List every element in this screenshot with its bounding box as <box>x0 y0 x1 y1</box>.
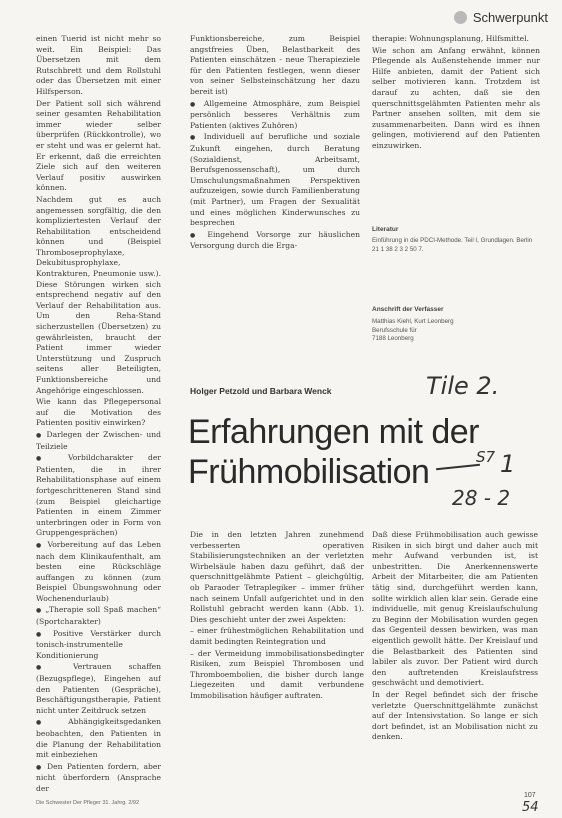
page-number: 107 <box>524 792 536 799</box>
address-heading: Anschrift der Verfasser <box>372 306 444 313</box>
paragraph: ● Eingehend Vorsorge zur häuslichen Versorgung durch die Erga- <box>190 230 360 252</box>
paragraph: ● Individuell auf berufliche und soziale Zukunft eingehen, durch Beratung (Sozialdienst, Arbeitsamt, Berufsgenossenschaft), um durch Umschulungsmaßnahmen Perspektiven aufzuzeigen, sowie durch Familienberatung (mit Partner), um Fragen der Sexualität und eines möglichen Kinderwunsches zu besprechen <box>190 132 360 228</box>
text-column-2 <box>190 34 360 364</box>
paragraph: ● Vertrauen schaffen (Bezugspflege), Eingehen auf den Patienten (Gespräche), Beschäftigungstherapie, Patient nicht unter Zeitdruck setzen <box>36 662 161 716</box>
section-tag-label: Schwerpunkt <box>472 10 548 25</box>
address-line: 7188 Leonberg <box>372 335 414 343</box>
address-text <box>372 318 540 344</box>
literature-text: Einführung in die PDCI-Methode. Teil I, Grundlagen. Berlin 21 1 38 2 3 2 50 7. <box>372 237 533 253</box>
paragraph: ● „Therapie soll Spaß machen“ (Sportcharakter) <box>36 605 161 627</box>
paragraph: ● Allgemeine Atmosphäre, zum Beispiel persönlich besseres Verhältnis zum Patienten (aktives Zuhören) <box>190 99 360 132</box>
address-line: Matthias Kiehl, Kurt Leonberg <box>372 318 454 325</box>
paragraph: ● Abhängigkeitsgedanken beobachten, den Patienten in die Planung der Rehabilitation mit einbeziehen <box>36 717 161 760</box>
paragraph: ● Vorbildcharakter der Patienten, die in ihrer Rehabilitationsphase auf einem fortgeschritteneren Stand sind (zum Beispiel gleichartige Patienten in einem Zimmer unterbringen oder in Form von Gruppengesprächen) <box>36 453 161 539</box>
paragraph: Wie schon am Anfang erwähnt, können Pflegende als Außenstehende immer nur Hilfe anbieten, damit der Patient sich selber motivieren kann. Trotzdem ist darauf zu achten, daß sie den querschnittsgelähmten Patienten mehr als Partner ansehen sollten, mit dem sie zusammenarbeiten. Dann wird es ihnen gelingen, motivierend auf den Patienten einzuwirken. <box>372 45 540 150</box>
handwritten-note-bottom: 28 - 2 <box>452 486 511 510</box>
paragraph: – einer frühestmöglichen Rehabilitation und damit bedingten Reintegration und <box>190 626 364 647</box>
address-line: Berufsschule für <box>372 326 417 334</box>
paragraph: ● Darlegen der Zwischen- und Teilziele <box>36 430 161 452</box>
paragraph: einen Tuerid ist nicht mehr so weit. Ein Beispiel: Das Übersetzen mit dem Rutschbrett und dem Rollstuhl oder das Übersetzen mit einer Hilfsperson. <box>36 34 161 96</box>
handwritten-note-top: Tile 2. <box>426 372 500 400</box>
literature-heading: Literatur <box>372 226 399 233</box>
text-column-5 <box>372 530 538 800</box>
text-column-1 <box>36 34 161 804</box>
paragraph: Der Patient soll sich während seiner gesamten Rehabilitation immer wieder selber überprüfen (Rückkontrolle), wo er steht und was er gelernt hat. Er erkennt, daß die erreichten Ziele sich auf den weiteren Verlauf positiv auswirken können. <box>36 98 161 193</box>
handwritten-page-number: 54 <box>522 800 539 815</box>
text-column-4 <box>190 530 364 800</box>
headline-line-1: Erfahrungen mit der <box>188 413 479 451</box>
paragraph: ● Den Patienten fordern, aber nicht überfordern (Ansprache der <box>36 762 161 795</box>
article-authors: Holger Petzold und Barbara Wenck <box>190 386 332 396</box>
paragraph: Die in den letzten Jahren zunehmend verbesserten operativen Stabilisierungstechniken an der verletzten Wirbelsäule haben dazu geführt, daß der querschnittgelähmte Patient – gleichgültig, ob Paraoder Tetraplegiker – immer früher nach seinem Unfall aufgerichtet und in den Rollstuhl gebracht werden kann (Abb. 1). Dies geschieht unter der zwei Aspekten: <box>190 530 364 624</box>
paragraph: ● Positive Verstärker durch tonisch-instrumentelle Konditionierung <box>36 629 161 662</box>
section-dot-icon <box>454 11 467 24</box>
paragraph: Daß diese Frühmobilisation auch gewisse Risiken in sich birgt und daher auch mit mehr Aufwand verbunden ist, ist unbestritten. Die Anerkennenswerte Arbeit der Mitarbeiter, die am Patienten tätig sind, durchgeführt werden kann, sollte wirklich allen klar sein. Gerade eine individuelle, mit genug Kreislaufschulung zu Beginn der Mobilisation wurden gegen das Gegenteil dessen bewirken, was man eigentlich gewollt hätte. Der Kreislauf und die Belastbarkeit des Patienten sind labiler als zuvor. Der Patient wird durch den auftretenden Kreislaufstress geschwächt und demotiviert. <box>372 530 538 688</box>
paragraph: Wie kann das Pflegepersonal auf die Motivation des Patienten positiv einwirken? <box>36 397 161 428</box>
handwritten-note-middle: S7 <box>476 448 496 466</box>
paragraph: therapie: Wohnungsplanung, Hilfsmittel. <box>372 34 529 43</box>
handwritten-note-right: 1 <box>500 450 516 478</box>
paragraph: In der Regel befindet sich der frische verletzte Querschnittgelähmte zunächst auf der Intensivstation. So lange er sich dort befindet, ist an Mobilisation nicht zu denken. <box>372 689 538 742</box>
text-column-3 <box>372 34 540 194</box>
paragraph: Funktionsbereiche, zum Beispiel angstfreies Üben, Belastbarkeit des Patienten einschätzen - neue Therapieziele für den Patienten festlegen, wenn dieser von seiner Selbsteinschätzung her dazu bereit ist) <box>190 34 360 96</box>
page-footer: Die Schwester Der Pfleger 31. Jahrg. 2/92 <box>36 800 140 806</box>
section-tag <box>454 10 548 25</box>
paragraph: ● Vorbereitung auf das Leben nach dem Klinikaufenthalt, am besten eine Rückschläge auffangen zu können (zum Beispiel Übungswohnung oder Wochenendurlaub) <box>36 540 161 605</box>
headline-line-2: Frühmobilisation <box>188 453 430 491</box>
paragraph: – der Vermeidung immobilisationsbedingter Risiken, zum Beispiel Thrombosen und Thromboembolien, die bisher durch lange Liegezeiten und damit verbundene Immobilisation häufiger auftraten. <box>190 649 364 702</box>
paragraph: Nachdem gut es auch angemessen sorgfältig, die den kompliziertesten Verlauf der Rehabilitation entscheidend können und (Beispiel Thromboseprophylaxe, Dekubitusprophylaxe, Kontrakturen, Pneumonie usw.). Diese Störungen wirken sich entsprechend negativ auf den Verlauf der Rehabilitation aus. Um den Reha-Stand sicherzustellen (Übersetzen) zu gewährleisten, braucht der Patient immer wieder Unterstützung und Zuspruch seitens aller Beteiligten, Funktionsbereiche und Angehörige eingeschlossen. <box>36 194 161 395</box>
